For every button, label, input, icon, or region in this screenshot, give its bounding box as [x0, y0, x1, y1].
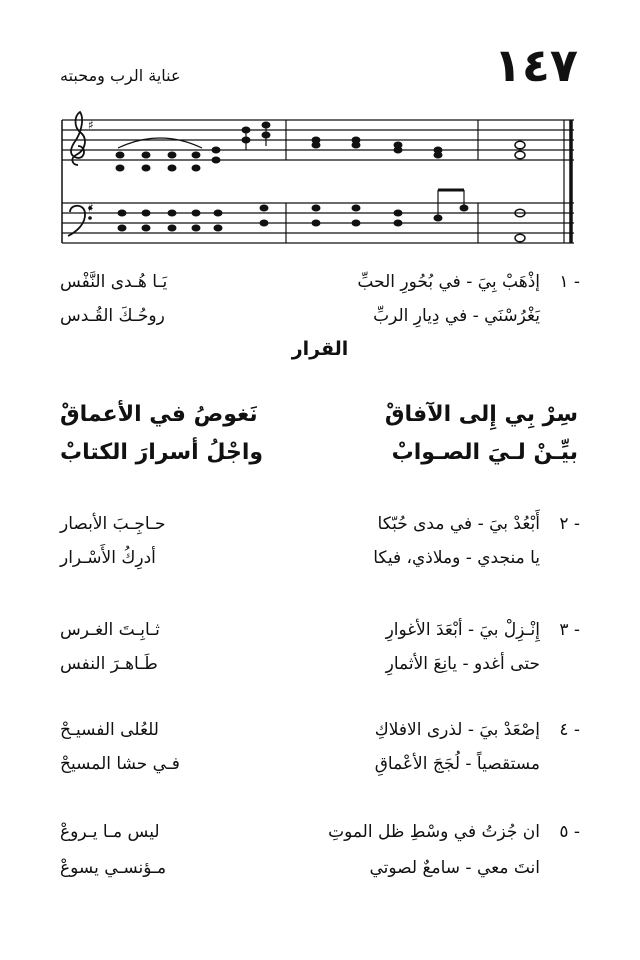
verse-4-number: ٤ -	[559, 720, 580, 740]
verse-2-line-2-left: أدرِكُ الأَسْـرار	[60, 548, 156, 568]
verse-5-line-2-right: انتَ معي - سامعٌ لصوتي	[369, 858, 540, 878]
verse-4-line-1-right: إصْعَدْ بيَ - لذرى الافلاكِ	[374, 720, 540, 740]
verse-3-number: ٣ -	[559, 620, 580, 640]
verse-5-line-2-left: مـؤنسـي يسوعْ	[60, 858, 167, 878]
music-score	[0, 0, 640, 260]
refrain-line-1-right: سِرْ بِي إِلى الآفاقْ	[384, 402, 578, 427]
verse-4-line-1-left: للعُلى الفسيـحْ	[60, 720, 159, 740]
verse-4-line-2-left: فـي حشا المسيحْ	[60, 754, 180, 774]
refrain-line-2-left: واجْلُ أسرارَ الكتابْ	[60, 440, 264, 465]
hymn-title: عناية الرب ومحبته	[60, 66, 181, 85]
bass-clef-icon	[68, 206, 85, 236]
refrain-line-1-left: نَغوصُ في الأعماقْ	[60, 402, 258, 427]
verse-3-line-1-right: إِنْـزِلْ بيَ - أبْعَدَ الأغوارِ	[385, 620, 540, 640]
verse-4-line-2-right: مستقصياً - لُجَجَ الأعْماقِ	[374, 754, 540, 774]
verse-1-line-2-left: روحُـكَ القُـدس	[60, 306, 165, 326]
verse-3-line-1-left: ثـابِـتَ الغـرس	[60, 620, 160, 640]
hymn-number: ١٤٧	[493, 38, 578, 92]
verse-1-line-1-left: يَـا هُـدى النَّفْس	[60, 272, 168, 292]
verse-3-line-2-right: حتى أغدو - يانِعَ الأثمارِ	[385, 654, 540, 674]
verse-2-line-2-right: يا منجدي - وملاذي، فيكا	[373, 548, 540, 568]
svg-text:♯: ♯	[88, 201, 94, 215]
svg-text:♯: ♯	[88, 118, 94, 132]
verse-5-number: ٥ -	[559, 822, 580, 842]
verse-1-number: ١ -	[559, 272, 580, 292]
verse-1-line-2-right: يَغْرُسْنَي - في دِيارِ الربِّ	[373, 306, 540, 326]
notes-treble	[116, 122, 526, 172]
verse-2-number: ٢ -	[559, 514, 580, 534]
refrain-line-2-right: بيِّـنْ لـيَ الصـوابْ	[391, 440, 578, 465]
verse-5-line-1-left: ليس مـا يـروعْ	[60, 822, 160, 842]
verse-3-line-2-left: طَـاهـرَ النفس	[60, 654, 158, 674]
clef-icons	[68, 112, 85, 236]
verse-1-line-1-right: إذْهَبْ بِيَ - في بُحُورِ الحبِّ	[357, 272, 540, 292]
verse-2-line-1-left: حـاجِـبَ الأبصار	[60, 514, 166, 534]
refrain-heading: القرار	[291, 338, 349, 360]
verse-5-line-1-right: ان جُزتُ في وسْطِ ظل الموتِ	[328, 822, 540, 842]
verse-2-line-1-right: أَبْعُدْ بيَ - في مدى حُبّكا	[377, 514, 540, 534]
